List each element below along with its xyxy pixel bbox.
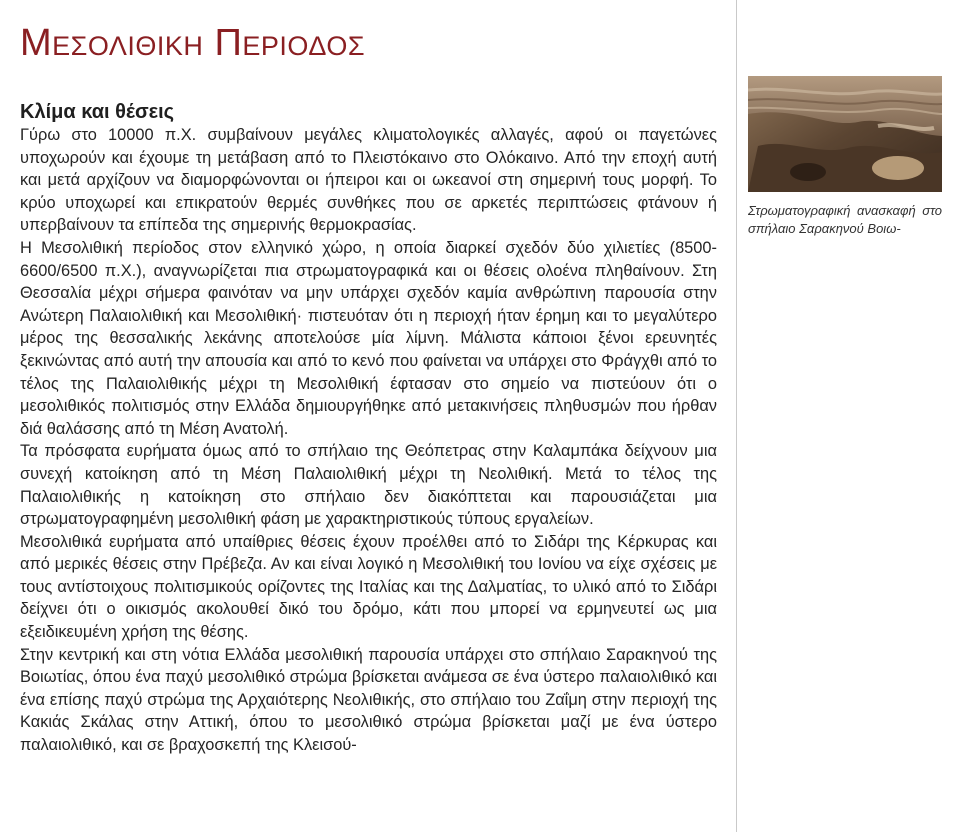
cave-excavation-photo <box>748 76 942 192</box>
paragraph: Μεσολιθικά ευρήματα από υπαίθριες θέσεις έχουν προέλθει από το Σιδάρι της Κέρκυρας και από μερικές θέσεις στην Πρέβεζα. Αν και είναι λογικό η Μεσολιθική του Ιονίου να είχε σχέσεις με τους αντίστοιχους πολιτισμικούς ορίζοντες της Ιταλίας και της Δαλματίας, το υλικό από το Σιδάρι δείχνει ότι ο οικισμός ακολουθεί δικό του δρόμο, κάτι που μπορεί να ερμηνευτεί ως μια εξειδικευμένη χρήση της θέσης. <box>20 532 717 642</box>
photo-caption: Στρωματογραφική ανασκαφή στο σπήλαιο Σαρακηνού Βοιω- <box>748 203 942 236</box>
article-body <box>20 124 717 757</box>
paragraph: Η Μεσολιθική περίοδος στον ελληνικό χώρο, η οποία διαρκεί σχεδόν δύο χιλιετίες (8500-6600/6500 π.Χ.), αναγνωρίζεται πια στρωματογραφικά και οι θέσεις ολοένα πληθαίνουν. Στη Θεσσαλία μέχρι σήμερα φαινόταν να μην υπάρχει σχεδόν καμία ανθρώπινη παρουσία στην Ανώτερη Παλαιολιθική και Μεσολιθική· πιστευόταν ότι η περιοχή ήταν έρημη και το μεγαλύτερο μέρος της θεσσαλικής λεκάνης αποτελούσε μία λίμνη. Μάλιστα κάποιοι ξένοι ερευνητές ξεκινώντας από αυτή την απουσία και από το κενό που φαίνεται να υπάρχει στο Φράγχθι από το τέλος της Παλαιολιθικής μέχρι τη Μεσολιθική έφτασαν στο σημείο να πιστεύουν ότι ο μεσολιθικός πολιτισμός στην Ελλάδα δημιουργήθηκε από μετακινήσεις πληθυσμών που ήρθαν διά θαλάσσης από τη Μέση Ανατολή. <box>20 238 717 438</box>
column-divider <box>736 0 737 832</box>
side-column <box>748 76 942 238</box>
paragraph: Στην κεντρική και στη νότια Ελλάδα μεσολιθική παρουσία υπάρχει στο σπήλαιο Σαρακηνού της Βοιωτίας, όπου ένα παχύ μεσολιθικό στρώμα βρίσκεται ανάμεσα σε ένα ύστερο παλαιολιθικό και ένα επίσης παχύ στρώμα της Αρχαιότερης Νεολιθικής, στο σπήλαιο του Ζαΐμη στην περιοχή της Κακιάς Σκάλας στην Αττική, όπου το μεσολιθικό στρώμα βρίσκεται μαζί με ένα ύστερο παλαιολιθικό, και σε βραχοσκεπή της Κλεισού- <box>20 645 717 755</box>
paragraph: Γύρω στο 10000 π.Χ. συμβαίνουν μεγάλες κλιματολογικές αλλαγές, αφού οι παγετώνες υποχωρούν και έχουμε τη μετάβαση από το Πλειστόκαινο στο Ολόκαινο. Από την εποχή αυτή και μετά αρχίζουν να διαμορφώνονται οι ήπειροι και οι ωκεανοί στη σημερινή τους μορφή. Το κρύο υποχωρεί και επικρατούν θερμές συνθήκες που σε αρκετές περιπτώσεις φτάνουν ή υπερβαίνουν τα επίπεδα της σημερινής θερμοκρασίας. <box>20 126 717 235</box>
paragraph: Τα πρόσφατα ευρήματα όμως από το σπήλαιο της Θεόπετρας στην Καλαμπάκα δείχνουν μια συνεχή κατοίκηση από τη Μέση Παλαιολιθική μέχρι τη Νεολιθική. Μετά το τέλος της Παλαιολιθικής η κατοίκηση στο σπήλαιο δεν διακόπτεται και παρουσιάζεται μια στρωματογραφημένη μεσολιθική φάση με χαρακτηριστικούς τύπους εργαλείων. <box>20 442 717 529</box>
page-title: Μεσολιθικη Περιοδος <box>20 22 366 64</box>
section-heading: Κλίμα και θέσεις <box>20 101 175 123</box>
main-column <box>20 100 717 757</box>
